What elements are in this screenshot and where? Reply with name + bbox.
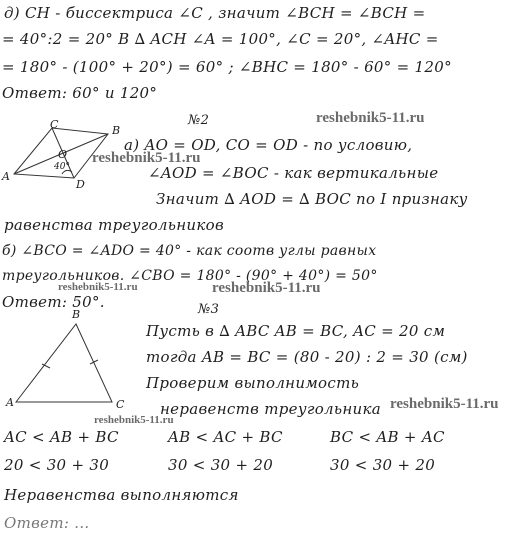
intersection-label-o: O	[58, 148, 68, 161]
figure-triangle	[10, 316, 120, 416]
answer-line-1: Ответ: 60° и 120°	[2, 84, 158, 102]
vertex-label-a: A	[6, 396, 14, 409]
inequality-1: AC < AB + BC	[4, 428, 119, 446]
watermark: reshebnik5-11.ru	[212, 280, 321, 296]
solution-line-1: д) CH - биссектриса ∠C , значит ∠BCH = ∠BCH =	[4, 4, 426, 22]
inequality-check-1: 20 < 30 + 30	[4, 456, 110, 474]
solution-line-3: = 180° - (100° + 20°) = 60° ; ∠BHC = 180° - 60° = 120°	[2, 58, 452, 76]
inequality-3: BC < AB + AC	[330, 428, 445, 446]
solution-line-2: = 40°:2 = 20° В ∆ ACH ∠A = 100°, ∠C = 20°, ∠AHC =	[2, 30, 439, 48]
vertex-label-c: C	[116, 398, 125, 411]
inequality-check-3: 30 < 30 + 20	[330, 456, 436, 474]
solution-line-14: Проверим выполнимость	[146, 374, 360, 392]
solution-line-7: Значит ∆ AOD = ∆ BOC по I признаку	[156, 190, 468, 208]
problem-number-3: №3	[198, 302, 220, 317]
angle-label-40: 40°	[54, 162, 70, 172]
solution-line-9: б) ∠BCO = ∠ADO = 40° - как соотв углы равных	[2, 243, 377, 259]
watermark: reshebnik5-11.ru	[58, 281, 138, 293]
watermark: reshebnik5-11.ru	[316, 110, 425, 126]
solution-line-15: неравенств треугольника	[160, 400, 381, 418]
vertex-label-c: C	[50, 118, 59, 131]
vertex-label-b: B	[112, 124, 121, 137]
answer-line-2: Ответ: 50°.	[2, 293, 105, 311]
triangle-outline	[16, 324, 112, 402]
solution-line-13: тогда AB = BC = (80 - 20) : 2 = 30 (см)	[146, 348, 468, 366]
watermark: reshebnik5-11.ru	[390, 396, 499, 412]
inequality-check-2: 30 < 30 + 20	[168, 456, 274, 474]
vertex-label-a: A	[2, 170, 10, 183]
solution-line-6: ∠AOD = ∠BOC - как вертикальные	[148, 164, 439, 182]
answer-line-3: Ответ: ...	[4, 514, 90, 532]
conclusion-line: Неравенства выполняются	[4, 486, 239, 504]
solution-line-10: треугольников. ∠CBO = 180° - (90° + 40°) = 50°	[2, 268, 378, 284]
vertex-label-b: B	[72, 308, 81, 321]
solution-line-8: равенства треугольников	[4, 216, 224, 234]
watermark: reshebnik5-11.ru	[94, 414, 174, 426]
watermark: reshebnik5-11.ru	[92, 150, 201, 166]
problem-number-2: №2	[188, 113, 210, 128]
solution-line-5: а) AO = OD, CO = OD - по условию,	[124, 136, 413, 154]
solution-line-12: Пусть в ∆ ABC AB = BC, AC = 20 см	[146, 322, 446, 340]
inequality-2: AB < AC + BC	[168, 428, 283, 446]
vertex-label-d: D	[76, 178, 85, 191]
